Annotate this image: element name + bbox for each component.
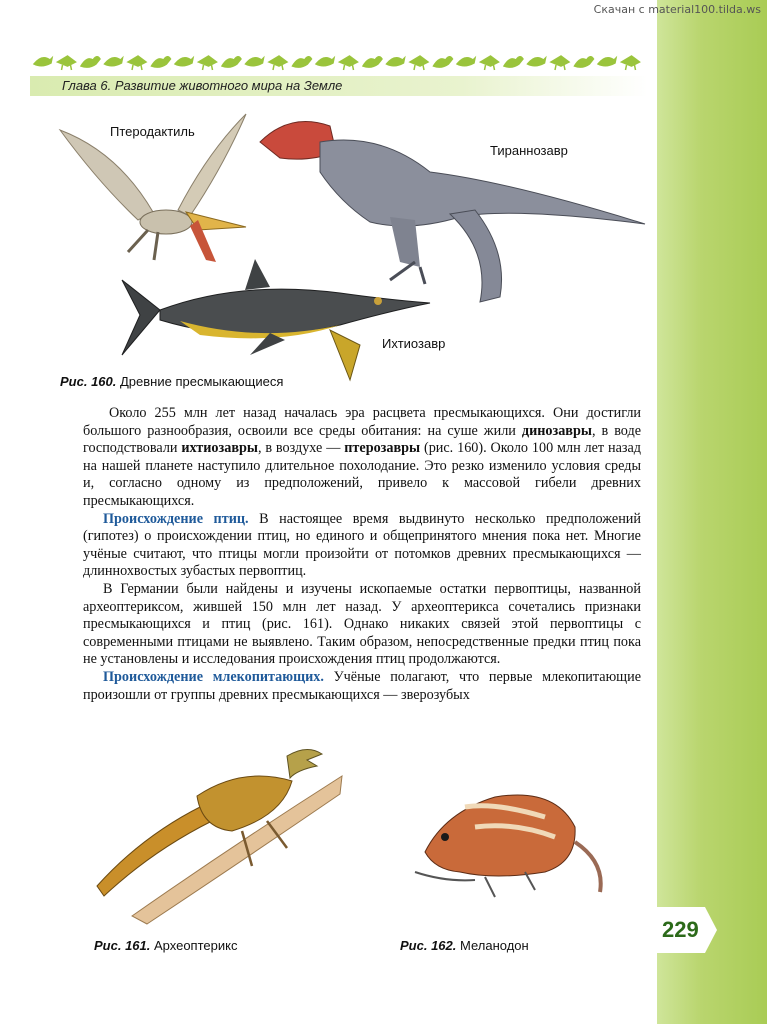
paragraph-archaeopteryx: В Германии были найдены и изучены ископаемые остатки первоптицы, названной археоптериксом, жившей 150 млн лет назад. У археоптерикса сочетались признаки пресмыкающихся и птиц (рис. 161). Однако никаких связей этой первоптицы с современными птицами не выявлено. Таким образом, непосредственные предки птиц пока не установлены и исследования происхождения птиц продолжаются. bbox=[83, 580, 641, 668]
chapter-header bbox=[30, 76, 648, 96]
animal-silhouette-icon bbox=[222, 57, 241, 67]
animal-silhouette-icon bbox=[457, 58, 475, 66]
animal-silhouette-icon bbox=[387, 58, 405, 66]
body-text bbox=[83, 405, 641, 704]
paragraph-reptiles: Около 255 млн лет назад началась эра расцвета пресмыкающихся. Они достигли большого разнообразия, освоили все среды обитания: на суше жили динозавры, в воде господствовали ихтиозавры, в воздухе — птерозавры (рис. 160). Около 100 млн лет назад на нашей планете наступило длительное похолодание. Это резко изменило условия среды и, согласно одному из предположений, привело к массовой гибели древних пресмыкающихся. bbox=[83, 405, 641, 509]
paragraph-birds-origin: Происхождение птиц. В настоящее время выдвинуто несколько предположений (гипотез) о происхождении птиц, но единого и общепринятого мнения пока нет. Многие учёные считают, что птицы могли произойти от потомков древних пресмыкающихся — длиннохвостых зубастых первоптиц. bbox=[83, 510, 641, 580]
animal-silhouette-icon bbox=[575, 57, 594, 67]
figure-160-number: Рис. 160. bbox=[60, 374, 117, 389]
heading-mammals-origin: Происхождение млекопитающих. bbox=[103, 668, 324, 685]
animal-silhouette-icon bbox=[340, 56, 358, 70]
animal-silhouette-icon bbox=[410, 56, 428, 70]
animal-silhouette-strip bbox=[30, 50, 642, 72]
animal-silhouette-icon bbox=[622, 56, 640, 70]
animal-silhouette-icon bbox=[81, 57, 100, 67]
figure-161-title: Археоптерикс bbox=[150, 938, 238, 953]
animal-silhouette-icon bbox=[551, 56, 569, 70]
figure-162-title: Меланодон bbox=[456, 938, 529, 953]
animal-silhouette-icon bbox=[363, 57, 382, 67]
archaeopteryx-illustration bbox=[92, 736, 347, 926]
animal-silhouette-icon bbox=[269, 56, 287, 70]
animal-silhouette-icon bbox=[528, 58, 546, 66]
label-pterodactyl: Птеродактиль bbox=[110, 124, 195, 139]
chapter-title: Глава 6. Развитие животного мира на Земле bbox=[62, 78, 343, 93]
animal-silhouette-icon bbox=[504, 57, 523, 67]
animal-silhouette-icon bbox=[434, 57, 453, 67]
figure-162-number: Рис. 162. bbox=[400, 938, 457, 953]
animal-silhouette-icon bbox=[246, 58, 264, 66]
figure-161-number: Рис. 161. bbox=[94, 938, 151, 953]
animal-silhouette-icon bbox=[293, 57, 312, 67]
page-side-bar bbox=[657, 0, 767, 1024]
animal-silhouette-icon bbox=[58, 56, 76, 70]
animal-silhouette-icon bbox=[481, 56, 499, 70]
label-ichthyosaur: Ихтиозавр bbox=[382, 336, 446, 351]
label-tyrannosaur: Тираннозавр bbox=[490, 143, 568, 158]
page-number: 229 bbox=[662, 917, 699, 942]
animal-silhouette-icon bbox=[316, 58, 334, 66]
figure-160-caption bbox=[60, 374, 283, 389]
watermark: Скачан с material100.tilda.ws bbox=[593, 3, 761, 16]
animal-silhouette-icon bbox=[34, 58, 52, 66]
paragraph-mammals-origin: Происхождение млекопитающих. Учёные полагают, что первые млекопитающие произошли от группы древних пресмыкающихся — зверозубых bbox=[83, 668, 641, 703]
animal-silhouette-icon bbox=[598, 58, 616, 66]
figure-162-caption bbox=[400, 938, 529, 953]
figure-160-title: Древние пресмыкающиеся bbox=[116, 374, 284, 389]
figure-161-caption bbox=[94, 938, 237, 953]
animal-silhouette-icon bbox=[199, 56, 217, 70]
animal-silhouette-icon bbox=[152, 57, 171, 67]
animal-silhouette-icon bbox=[128, 56, 146, 70]
animal-silhouette-icon bbox=[175, 58, 193, 66]
heading-birds-origin: Происхождение птиц. bbox=[103, 510, 249, 527]
animal-silhouette-icon bbox=[105, 58, 123, 66]
melanodon-illustration bbox=[405, 772, 615, 907]
ichthyosaur-illustration bbox=[120, 255, 435, 385]
